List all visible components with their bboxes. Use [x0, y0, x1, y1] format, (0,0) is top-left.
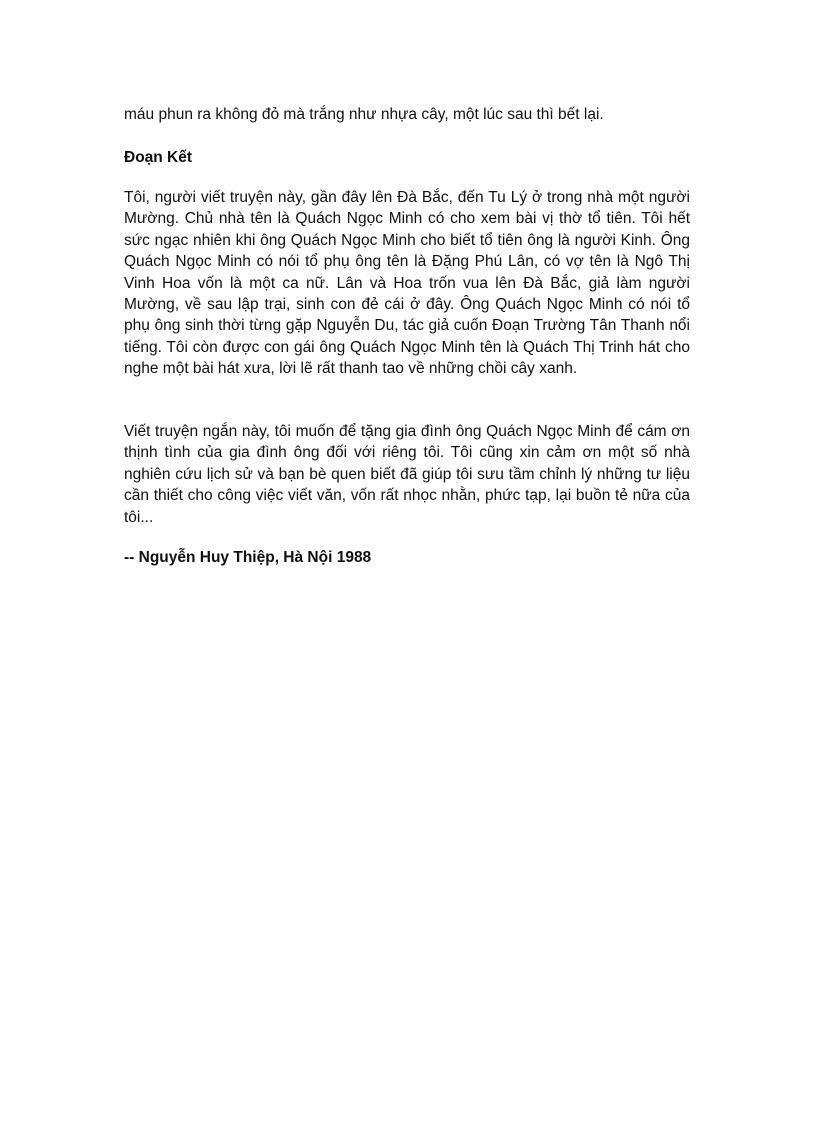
- author-signature: -- Nguyễn Huy Thiệp, Hà Nội 1988: [124, 549, 372, 566]
- paragraph-author-note: Tôi, người viết truyện này, gần đây lên Đà Bắc, đến Tu Lý ở trong nhà một người Mường. Chủ nhà tên là Quách Ngọc Minh có cho xem bài vị thờ tổ tiên. Tôi hết sức ngạc nhiên khi ông Quách Ngọc Minh cho biết tổ tiên ông là người Kinh. Ông Quách Ngọc Minh có nói tổ phụ ông tên là Đặng Phú Lân, có vợ tên là Ngô Thị Vinh Hoa vốn là một ca nữ. Lân và Hoa trốn vua lên Đà Bắc, giả làm người Mường, về sau lập trại, sinh con đẻ cái ở đây. Ông Quách Ngọc Minh có nói tổ phụ ông sinh thời từng gặp Nguyễn Du, tác giả cuốn Đoạn Trường Tân Thanh nổi tiếng. Tôi còn được con gái ông Quách Ngọc Minh tên là Quách Thị Trinh hát cho nghe một bài hát xưa, lời lẽ rất thanh tao về những chồi cây xanh.: [124, 189, 690, 378]
- section-heading: Đoạn Kết: [124, 149, 193, 166]
- paragraph-dedication: Viết truyện ngắn này, tôi muốn để tặng gia đình ông Quách Ngọc Minh để cám ơn thịnh tình của gia đình ông đối với riêng tôi. Tôi cũng xin cảm ơn một số nhà nghiên cứu lịch sử và bạn bè quen biết đã giúp tôi sưu tầm chỉnh lý những tư liệu cần thiết cho công việc viết văn, vốn rất nhọc nhằn, phức tạp, lại buồn tẻ nữa của tôi...: [124, 423, 690, 526]
- opening-line: máu phun ra không đỏ mà trắng như nhựa cây, một lúc sau thì bết lại.: [124, 106, 604, 123]
